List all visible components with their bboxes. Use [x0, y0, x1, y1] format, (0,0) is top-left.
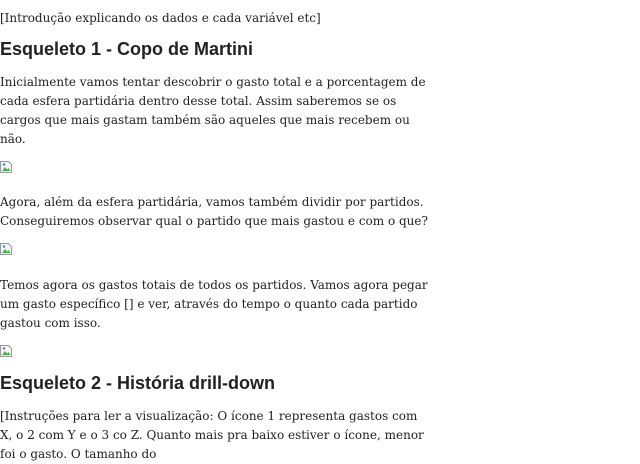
- broken-image-icon: [0, 243, 12, 255]
- broken-image-icon: [0, 345, 12, 357]
- section-1-paragraph-1: Inicialmente vamos tentar descobrir o gasto total e a porcentagem de cada esfera partidária dentro desse total. Assim saberemos se os cargos que mais gastam também são aqueles que mais recebem ou não.: [0, 75, 426, 146]
- section-1-paragraph-2: Agora, além da esfera partidária, vamos também dividir por partidos. Conseguiremos observar qual o partido que mais gastou e com o que?: [0, 195, 428, 228]
- broken-image-icon: [0, 161, 12, 173]
- section-1-heading: Esqueleto 1 - Copo de Martini: [0, 39, 254, 59]
- section-2-heading: Esqueleto 2 - História drill-down: [0, 373, 276, 393]
- intro-text: [Introdução explicando os dados e cada variável etc]: [0, 11, 321, 25]
- section-1-paragraph-3: Temos agora os gastos totais de todos os partidos. Vamos agora pegar um gasto específico [] e ver, através do tempo o quanto cada partido gastou com isso.: [0, 278, 428, 330]
- section-2-paragraph-1: [Instruções para ler a visualização: O ícone 1 representa gastos com X, o 2 com Y e o 3 co Z. Quanto mais pra baixo estiver o ícone, menor foi o gasto. O tamanho do: [0, 409, 424, 461]
